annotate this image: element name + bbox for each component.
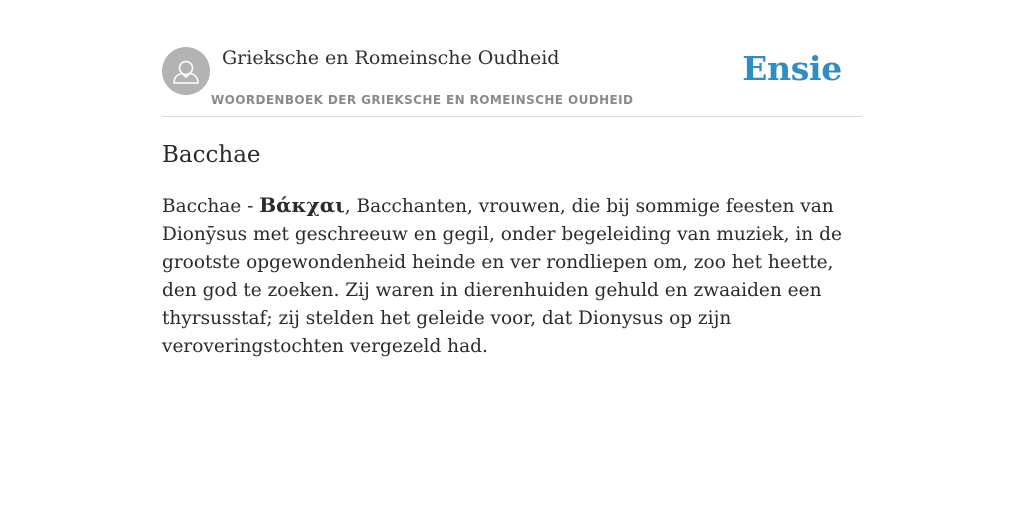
- greek-term: Βάκχαι: [259, 193, 345, 217]
- page-header: [162, 0, 862, 117]
- entry-body: [162, 191, 864, 361]
- entry-definition: , Bacchanten, vrouwen, die bij sommige feesten van Dionȳsus met geschreeuw en gegil, onder begeleiding van muziek, in de grootste opgewondenheid heinde en ver rondliepen om, zoo het heette, den god te zoeken. Zij waren in dierenhuiden gehuld en zwaaiden een thyrsusstaf; zij stelden het geleide voor, dat Dionysus op zijn veroveringstochten vergezeld had.: [162, 196, 842, 357]
- page-container: [162, 0, 862, 357]
- avatar[interactable]: [162, 47, 210, 95]
- entry-headword: Bacchae -: [162, 196, 260, 217]
- site-subtitle: WOORDENBOEK DER GRIEKSCHE EN ROMEINSCHE OUDHEID: [211, 93, 634, 107]
- brand-logo[interactable]: Ensie: [742, 49, 842, 88]
- entry-title: Bacchae: [162, 142, 261, 168]
- site-title[interactable]: Grieksche en Romeinsche Oudheid: [222, 47, 560, 69]
- user-silhouette-icon: [162, 47, 210, 95]
